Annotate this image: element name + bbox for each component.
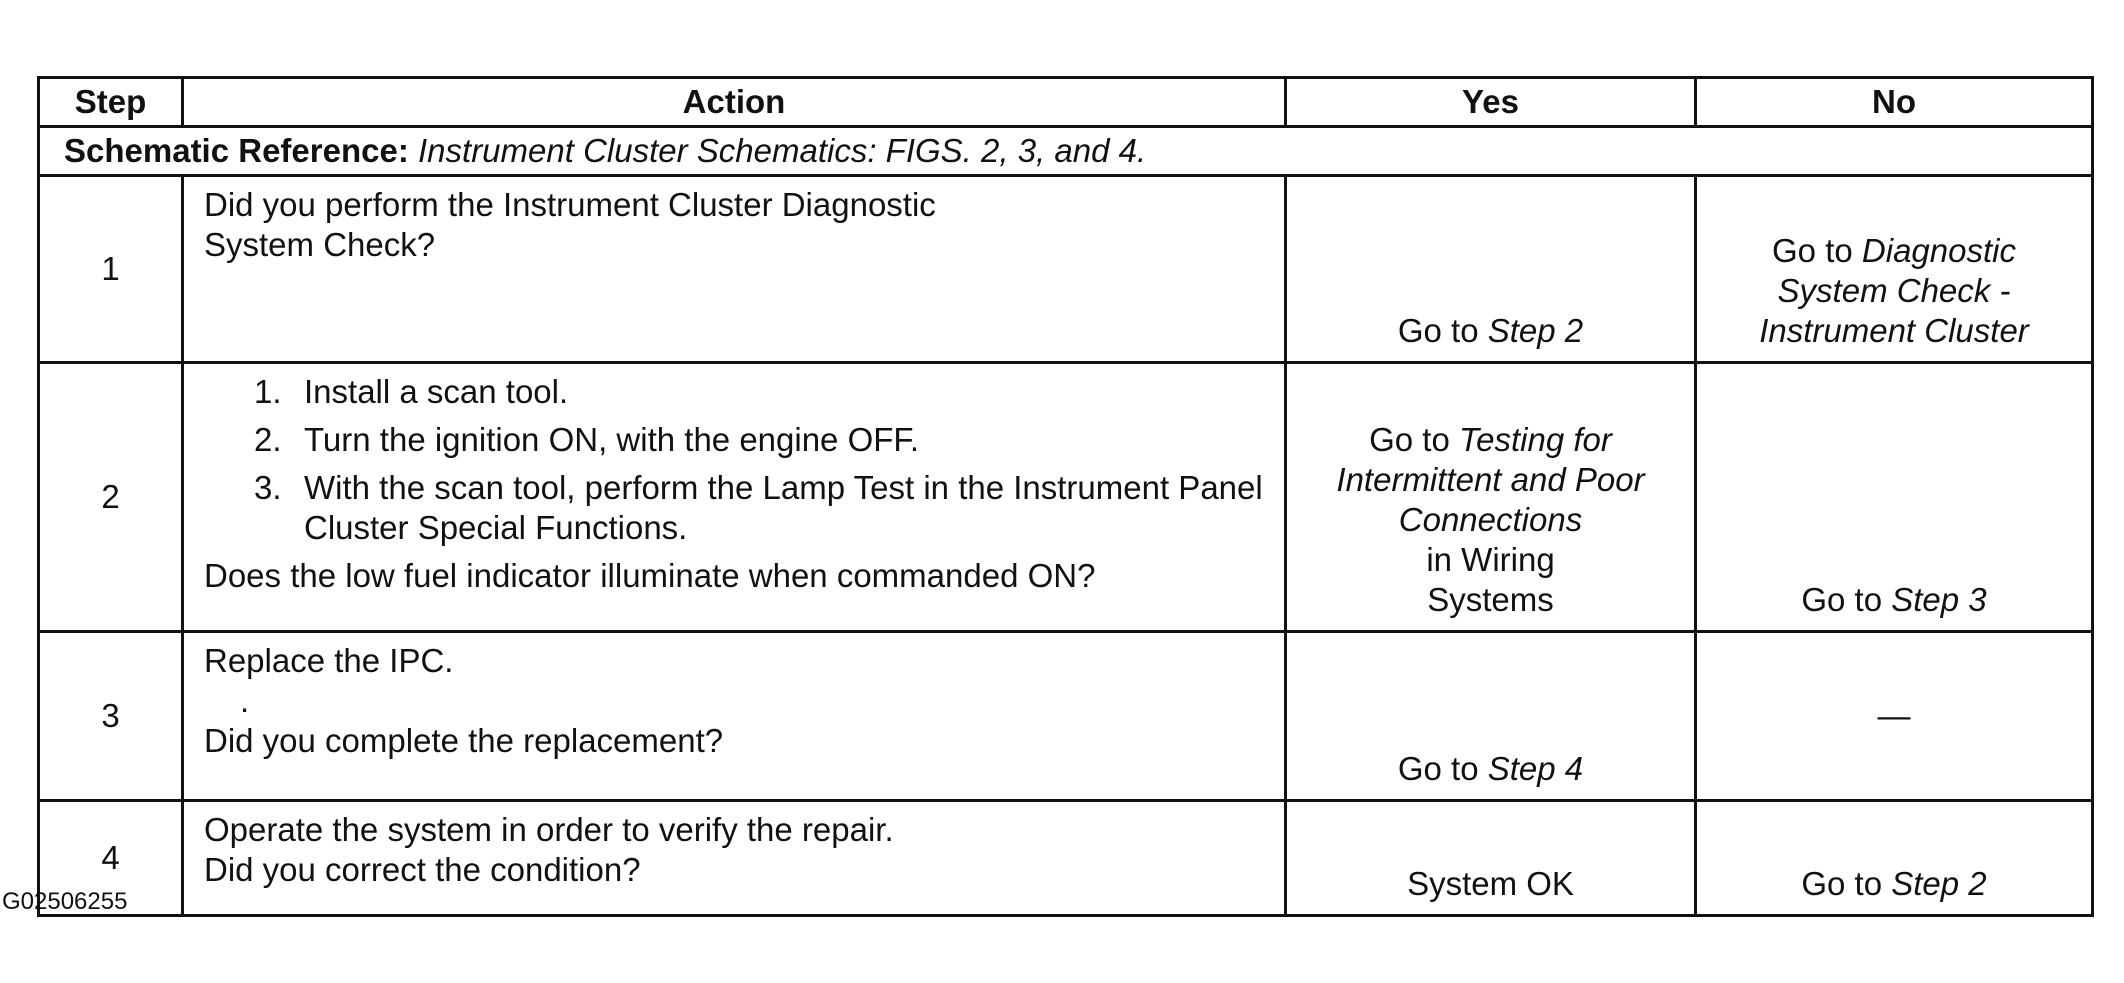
no-cell: [1696, 363, 2093, 632]
list-text: Turn the ignition ON, with the engine OFF.: [304, 421, 920, 458]
schematic-reference: [39, 127, 2093, 176]
action-question: Did you complete the replacement?: [204, 722, 724, 759]
yes-step-link[interactable]: Step 4: [1487, 750, 1584, 787]
procedure-list: [204, 372, 1264, 548]
figure-code: G02506255: [2, 888, 128, 915]
list-number: 2.: [254, 421, 282, 458]
no-ref-link[interactable]: Instrument Cluster: [1759, 312, 2029, 349]
list-item: [254, 372, 1264, 412]
list-text: Install a scan tool.: [304, 373, 569, 410]
yes-cell: [1286, 363, 1696, 632]
reference-row: [39, 127, 2093, 176]
action-line: System Check?: [204, 226, 436, 263]
yes-suffix: Systems: [1427, 581, 1554, 618]
list-item: [254, 420, 1264, 460]
no-prefix: Go to: [1772, 232, 1862, 269]
no-cell: [1696, 632, 2093, 801]
yes-prefix: Go to: [1397, 312, 1488, 349]
table-row: [39, 363, 2093, 632]
header-row: [39, 78, 2093, 127]
action-line: Operate the system in order to verify the repair.: [204, 811, 894, 848]
list-text: With the scan tool, perform the Lamp Test in the Instrument Panel Cluster Special Functions.: [304, 469, 1263, 546]
step-number: 3: [39, 632, 183, 801]
reference-document: Instrument Cluster Schematics:: [418, 132, 877, 169]
no-ref-link[interactable]: Diagnostic: [1861, 232, 2016, 269]
table-row: [39, 176, 2093, 363]
action-cell: [183, 176, 1286, 363]
no-prefix: Go to: [1801, 581, 1892, 618]
action-cell: [183, 632, 1286, 801]
list-number: 3.: [254, 469, 282, 506]
diagnostic-table: [37, 76, 2094, 917]
list-number: 1.: [254, 373, 282, 410]
no-dash: —: [1877, 697, 1911, 734]
action-cell: [183, 363, 1286, 632]
stray-mark: .: [240, 682, 250, 719]
yes-step-link[interactable]: Step 2: [1487, 312, 1584, 349]
action-question: Did you correct the condition?: [204, 851, 641, 888]
no-cell: [1696, 801, 2093, 916]
yes-ref-link[interactable]: Intermittent and Poor: [1336, 461, 1645, 498]
yes-result: System OK: [1407, 865, 1574, 902]
yes-ref-link[interactable]: Connections: [1398, 501, 1583, 538]
yes-ref-link[interactable]: Testing for: [1459, 421, 1612, 458]
action-cell: [183, 801, 1286, 916]
yes-suffix: in Wiring: [1426, 541, 1555, 578]
no-step-link[interactable]: Step 2: [1891, 865, 1987, 902]
action-line: Replace the IPC.: [204, 642, 454, 679]
step-number: 1: [39, 176, 183, 363]
yes-prefix: Go to: [1397, 750, 1488, 787]
header-action: Action: [183, 78, 1286, 127]
list-item: [254, 468, 1264, 548]
header-step: Step: [39, 78, 183, 127]
action-question: Does the low fuel indicator illuminate when commanded ON?: [204, 557, 1096, 594]
header-yes: Yes: [1286, 78, 1696, 127]
no-prefix: Go to: [1801, 865, 1892, 902]
step-number: 4: [39, 801, 183, 916]
yes-prefix: Go to: [1369, 421, 1459, 458]
yes-cell: [1286, 176, 1696, 363]
header-no: No: [1696, 78, 2093, 127]
no-ref-link[interactable]: System Check -: [1777, 272, 2011, 309]
no-cell: [1696, 176, 2093, 363]
yes-cell: [1286, 801, 1696, 916]
action-line: Did you perform the Instrument Cluster Diagnostic: [204, 186, 936, 223]
table-row: [39, 801, 2093, 916]
table-row: [39, 632, 2093, 801]
step-number: 2: [39, 363, 183, 632]
reference-figures: FIGS. 2, 3, and 4.: [885, 132, 1147, 169]
reference-label: Schematic Reference:: [64, 132, 409, 169]
no-step-link[interactable]: Step 3: [1891, 581, 1987, 618]
yes-cell: [1286, 632, 1696, 801]
